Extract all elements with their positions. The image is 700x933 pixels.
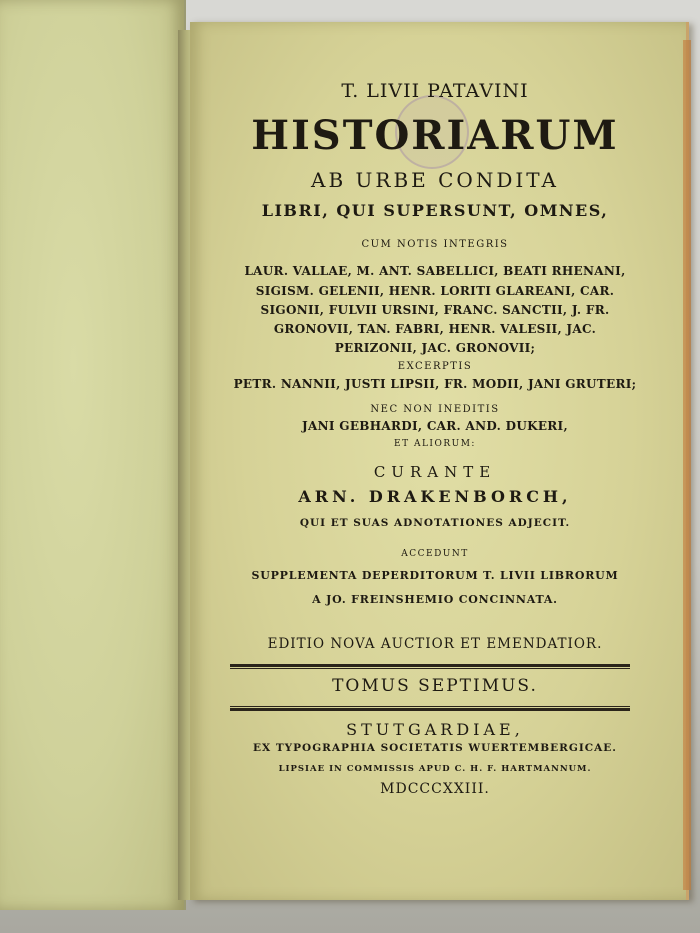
edition-line: EDITIO NOVA AUCTIOR ET EMENDATIOR. [267,636,603,652]
nec-non-line: NEC NON INEDITIS [370,404,500,415]
editor-line: ARN. DRAKENBORCH, [298,487,572,506]
place-line: STUTGARDIAE, [346,720,524,739]
left-page [0,0,186,910]
notes-authors-line: SIGISM. GELENII, HENR. LORITI GLAREANI, CAR. [255,284,615,298]
curante-line: CURANTE [373,463,497,481]
subtitle-line-2: LIBRI, QUI SUPERSUNT, OMNES, [261,201,609,220]
double-rule-bottom [230,706,630,711]
editor-note-line: QUI ET SUAS ADNOTATIONES ADJECIT. [299,517,571,529]
volume-line: TOMUS SEPTIMUS. [332,676,538,696]
notes-authors-line: LAUR. VALLAE, M. ANT. SABELLICI, BEATI RHENANI, [244,264,626,278]
subtitle-line-1: AB URBE CONDITA [311,168,559,192]
supplement-line-2: A JO. FREINSHEMIO CONCINNATA. [312,593,558,606]
notes-authors-line: PERIZONII, JAC. GRONOVII; [334,341,536,355]
year-line: MDCCCXXIII. [380,781,490,797]
inediti-authors-line: JANI GEBHARDI, CAR. AND. DUKERI, [302,419,568,433]
excerpt-authors-line: PETR. NANNII, JUSTI LIPSII, FR. MODII, JANI GRUTERI; [233,377,637,391]
commission-line: LIPSIAE IN COMMISSIS APUD C. H. F. HARTMANNUM. [278,764,592,774]
supplement-line-1: SUPPLEMENTA DEPERDITORUM T. LIVII LIBRORUM [251,569,619,582]
author-line: T. LIVII PATAVINI [341,80,529,102]
accedunt-line: ACCEDUNT [401,549,469,559]
double-rule-top [230,664,630,669]
page-edge [683,40,691,890]
work-title: HISTORIARUM [251,112,619,159]
excerptis-line: EXCERPTIS [397,361,473,372]
notes-authors-line: SIGONII, FULVII URSINI, FRANC. SANCTII, J. FR. [260,303,610,317]
notes-authors-line: GRONOVII, TAN. FABRI, HENR. VALESII, JAC. [273,322,597,336]
et-aliorum-line: ET ALIORUM: [394,439,476,449]
printer-line: EX TYPOGRAPHIA SOCIETATIS WUERTEMBERGICAE. [253,742,617,754]
cum-notis-line: CUM NOTIS INTEGRIS [361,239,509,250]
